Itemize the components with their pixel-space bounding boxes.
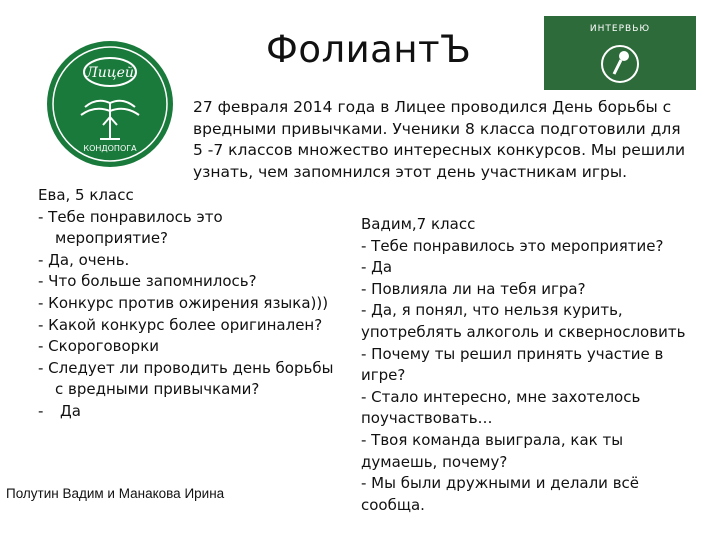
intro-paragraph [193, 97, 686, 183]
interview-line: - Да, очень. [38, 250, 130, 269]
interview-line: - Повлияла ли на тебя игра? [361, 279, 586, 298]
interview-badge [544, 16, 696, 90]
interview-line: мероприятие? [55, 229, 169, 248]
interview-line: - Что больше запомнилось? [38, 272, 257, 291]
interviewee-name: Вадим,7 класс [361, 215, 476, 233]
interview-line: - Твоя команда выиграла, как ты [361, 430, 624, 449]
interview-line: - Какой конкурс более оригинален? [38, 315, 323, 334]
left-interview [38, 185, 358, 423]
interview-line: - Тебе понравилось это [38, 207, 223, 226]
authors-credit: Полутин Вадим и Манакова Ирина [6, 486, 225, 501]
lyceum-logo [45, 39, 175, 169]
right-interview [361, 214, 706, 516]
answer-text: Да [60, 401, 81, 420]
interview-line: сообща. [361, 495, 425, 514]
interview-line: - Да, я понял, что нельзя курить, [361, 301, 623, 320]
intro-line: 27 февраля 2014 года в Лицее проводился День борьбы с [193, 98, 672, 116]
interview-line [38, 401, 358, 423]
interview-line: - Мы были дружными и делали всё [361, 474, 640, 493]
intro-line: узнать, чем запомнился этот день участникам игры. [193, 162, 628, 181]
intro-line: 5 -7 классов множество интересных конкурсов. Мы решили [193, 141, 686, 159]
interview-line: игре? [361, 366, 406, 385]
logo-text: Лицей [86, 65, 134, 81]
interview-line: думаешь, почему? [361, 452, 508, 471]
interview-line: употреблять алкоголь и сквернословить [361, 322, 686, 341]
interview-line: поучаствовать… [361, 409, 493, 428]
interview-line: - Конкурс против ожирения языка))) [38, 293, 329, 312]
badge-text: ИНТЕРВЬЮ [589, 24, 651, 34]
interview-line: - Да [361, 258, 393, 277]
interview-line: - Стало интересно, мне захотелось [361, 387, 641, 406]
interview-line: - Следует ли проводить день борьбы [38, 358, 334, 377]
interviewee-name: Ева, 5 класс [38, 186, 134, 204]
page-title: ФолиантЪ [266, 28, 472, 71]
intro-line: вредными привычками. Ученики 8 класса подготовили для [193, 119, 681, 138]
dash-marker: - [38, 401, 44, 420]
interview-line: - Почему ты решил принять участие в [361, 344, 664, 363]
interview-line: - Скороговорки [38, 337, 159, 356]
interview-line: с вредными привычками? [55, 380, 260, 399]
interview-line: - Тебе понравилось это мероприятие? [361, 236, 664, 255]
logo-subtext: КОНДОПОГА [83, 144, 137, 153]
